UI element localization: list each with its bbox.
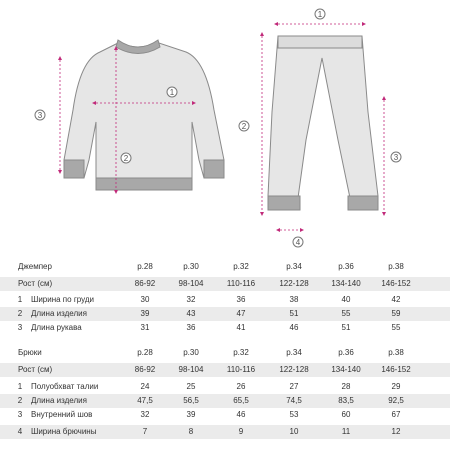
row-number: 2 xyxy=(17,309,23,318)
row-label: Длина рукава xyxy=(31,323,82,332)
table-cell: 83,5 xyxy=(338,396,354,405)
table-cell: 86-92 xyxy=(134,279,156,288)
table-cell: 36 xyxy=(236,295,246,304)
size-label: р.28 xyxy=(137,262,153,271)
pants-header-row xyxy=(0,346,450,360)
table-cell: 92,5 xyxy=(388,396,404,405)
row-number: 2 xyxy=(17,396,23,405)
row-label: Ширина брючины xyxy=(31,427,97,436)
row-number: 1 xyxy=(17,382,23,391)
size-label: р.32 xyxy=(233,348,249,357)
height-label: Рост (см) xyxy=(18,279,53,288)
size-label: р.34 xyxy=(286,262,302,271)
table-cell: 42 xyxy=(391,295,401,304)
table-row xyxy=(0,380,450,394)
row-label: Длина изделия xyxy=(31,396,87,405)
table-cell: 134-140 xyxy=(331,279,361,288)
size-label: р.36 xyxy=(338,348,354,357)
row-label: Длина изделия xyxy=(31,309,87,318)
table-row xyxy=(0,425,450,439)
row-number: 3 xyxy=(17,410,23,419)
table-cell: 38 xyxy=(289,295,299,304)
table-cell: 51 xyxy=(289,309,299,318)
table-cell: 29 xyxy=(391,382,401,391)
table-cell: 36 xyxy=(186,323,196,332)
pants-height-row xyxy=(0,363,450,377)
row-number: 3 xyxy=(17,323,23,332)
table-row xyxy=(0,394,450,408)
table-cell: 134-140 xyxy=(331,365,361,374)
table-cell: 55 xyxy=(341,309,351,318)
table-cell: 47 xyxy=(236,309,246,318)
table-cell: 11 xyxy=(341,427,351,436)
table-cell: 27 xyxy=(289,382,299,391)
row-label: Внутренний шов xyxy=(31,410,93,419)
table-cell: 98-104 xyxy=(178,365,204,374)
table-cell: 32 xyxy=(140,410,150,419)
pants-title: Брюки xyxy=(18,348,42,357)
size-label: р.32 xyxy=(233,262,249,271)
table-cell: 28 xyxy=(341,382,351,391)
svg-text:1: 1 xyxy=(317,10,323,19)
jumper-marker-2 xyxy=(121,153,131,163)
svg-text:1: 1 xyxy=(169,88,175,97)
table-cell: 40 xyxy=(341,295,351,304)
table-row xyxy=(0,307,450,321)
row-number: 4 xyxy=(17,427,23,436)
height-label: Рост (см) xyxy=(18,365,53,374)
svg-text:4: 4 xyxy=(295,238,301,247)
table-cell: 32 xyxy=(186,295,196,304)
table-cell: 122-128 xyxy=(279,279,309,288)
table-cell: 7 xyxy=(142,427,148,436)
table-cell: 59 xyxy=(391,309,401,318)
size-label: р.38 xyxy=(388,348,404,357)
pants-marker-4 xyxy=(293,237,303,247)
table-cell: 9 xyxy=(238,427,244,436)
jumper-height-row xyxy=(0,277,450,291)
table-cell: 122-128 xyxy=(279,365,309,374)
table-cell: 41 xyxy=(236,323,246,332)
table-cell: 60 xyxy=(341,410,351,419)
table-cell: 10 xyxy=(289,427,299,436)
row-label: Ширина по груди xyxy=(31,295,94,304)
table-cell: 26 xyxy=(236,382,246,391)
table-cell: 65,5 xyxy=(233,396,249,405)
table-cell: 110-116 xyxy=(226,279,256,288)
size-label: р.30 xyxy=(183,348,199,357)
table-cell: 55 xyxy=(391,323,401,332)
table-row xyxy=(0,408,450,422)
size-label: р.30 xyxy=(183,262,199,271)
table-cell: 86-92 xyxy=(134,365,156,374)
table-cell: 8 xyxy=(188,427,194,436)
table-cell: 46 xyxy=(236,410,246,419)
table-cell: 24 xyxy=(140,382,150,391)
svg-text:2: 2 xyxy=(123,154,129,163)
svg-text:3: 3 xyxy=(393,153,399,162)
table-cell: 53 xyxy=(289,410,299,419)
size-label: р.38 xyxy=(388,262,404,271)
table-cell: 47,5 xyxy=(137,396,153,405)
table-cell: 30 xyxy=(140,295,150,304)
svg-text:2: 2 xyxy=(241,122,247,131)
row-number: 1 xyxy=(17,295,23,304)
size-label: р.34 xyxy=(286,348,302,357)
table-cell: 51 xyxy=(341,323,351,332)
table-cell: 46 xyxy=(289,323,299,332)
table-cell: 31 xyxy=(140,323,150,332)
table-cell: 110-116 xyxy=(226,365,256,374)
pants-marker-3 xyxy=(391,152,401,162)
table-cell: 67 xyxy=(391,410,401,419)
pants-drawing xyxy=(268,36,378,210)
table-cell: 146-152 xyxy=(381,279,411,288)
table-row xyxy=(0,321,450,335)
table-cell: 12 xyxy=(391,427,401,436)
jumper-drawing xyxy=(64,40,224,190)
pants-marker-2 xyxy=(239,121,249,131)
table-cell: 56,5 xyxy=(183,396,199,405)
table-cell: 98-104 xyxy=(178,279,204,288)
jumper-title: Джемпер xyxy=(18,262,52,271)
table-cell: 43 xyxy=(186,309,196,318)
jumper-header-row xyxy=(0,260,450,274)
table-cell: 39 xyxy=(186,410,196,419)
jumper-marker-1 xyxy=(167,87,177,97)
row-label: Полуобхват талии xyxy=(31,382,99,391)
table-row xyxy=(0,293,450,307)
table-cell: 25 xyxy=(186,382,196,391)
jumper-marker-3 xyxy=(35,110,45,120)
size-label: р.28 xyxy=(137,348,153,357)
table-cell: 74,5 xyxy=(286,396,302,405)
size-label: р.36 xyxy=(338,262,354,271)
table-cell: 39 xyxy=(140,309,150,318)
svg-text:3: 3 xyxy=(37,111,43,120)
pants-marker-1 xyxy=(315,9,325,19)
table-cell: 146-152 xyxy=(381,365,411,374)
